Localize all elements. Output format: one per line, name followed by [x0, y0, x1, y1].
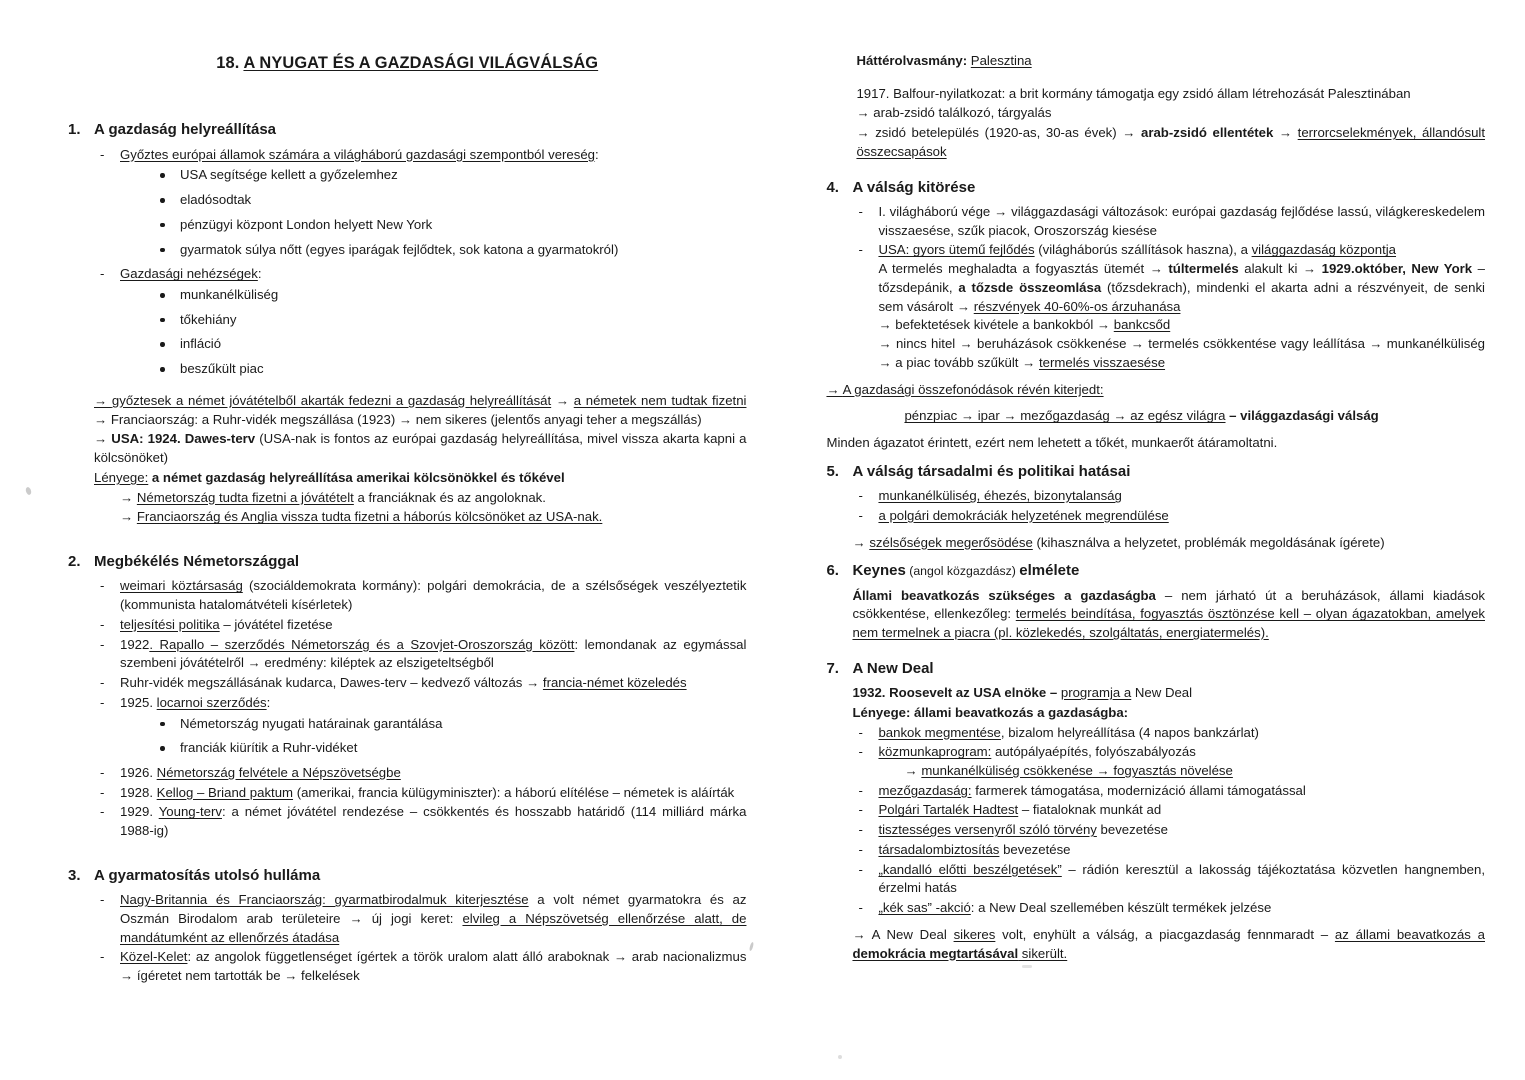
background-reading-heading — [826, 52, 1485, 71]
section4-closing: Minden ágazatot érintett, ezért nem lehetett a tőkét, munkaerőt átáramoltatni. — [826, 435, 1278, 451]
list-item: pénzügyi központ London helyett New York — [156, 216, 746, 235]
list-item: beszűkült piac — [156, 360, 746, 379]
keynes-note: (angol közgazdász) — [905, 564, 1020, 579]
detail-text: → nincs hitel → beruházások csökkenése → termelés csökkentése vagy leállítása → munkanélküliség → a piac tovább szűkült → — [878, 336, 1485, 370]
item-text: Gazdasági nehézségek — [120, 266, 258, 282]
item-term: francia-német közeledés — [542, 675, 687, 691]
closing-text-underlined: az állami beavatkozás a — [1334, 926, 1485, 942]
item-term: weimari köztársaság — [120, 578, 243, 594]
list-item — [94, 265, 746, 379]
production-decline-term: termelés visszaesése — [1038, 354, 1166, 370]
item-term: társadalombiztosítás — [878, 841, 1000, 857]
essence-text: a német gazdaság helyreállítása amerikai kölcsönökkel és tőkével — [148, 469, 565, 485]
item-text: munkanélküliség, éhezés, bizonytalanság — [878, 488, 1122, 504]
item-text: : lemondanak az egymással szembeni jóvátételről → eredmény: kiléptek az elszigeteltségből — [120, 636, 747, 671]
list-item: infláció — [156, 335, 746, 354]
list-item — [852, 841, 1485, 860]
section-title — [852, 560, 1079, 581]
title-number: 18. — [216, 54, 240, 72]
item-term: Kellog – Briand paktum — [156, 784, 294, 800]
left-column — [40, 52, 746, 987]
section1-arrow-4 — [68, 508, 746, 527]
detail-text: → befektetések kivétele a bankokból → — [878, 317, 1114, 333]
list-item — [852, 821, 1485, 840]
item-colon: : — [257, 266, 262, 282]
detail-text-2: alakult ki → — [1238, 261, 1322, 277]
roosevelt-line: 1932. Roosevelt az USA elnöke – — [852, 685, 1061, 701]
closing-text-underlined-2: sikerült. — [1018, 945, 1068, 961]
section7-list — [826, 724, 1485, 918]
item-term: Közel-Kelet — [120, 949, 188, 965]
item-text: – jóvátétel fizetése — [219, 616, 333, 632]
closing-text-2: volt, enyhült a válság, a piacgazdaság fennmaradt – — [995, 926, 1335, 942]
list-item — [94, 803, 746, 840]
list-item — [94, 577, 746, 614]
item-text: : az angolok függetlenséget ígértek a török uralom alatt álló araboknak → arab nacionalizmus → ígéretet nem tartották be → felkelések — [120, 949, 747, 984]
section3-list — [68, 891, 746, 986]
item-term-2: világgazdaság központja — [1251, 242, 1397, 258]
list-item: - I. világháború vége → világgazdasági változások: európai gazdaság fejlődése lassú, világkereskedelem visszaesése, szűk piacok, Oroszország kiesése — [852, 203, 1485, 240]
scan-artifact — [25, 486, 32, 495]
item-colon: : — [595, 146, 599, 162]
section-title: A válság kitörése — [852, 178, 976, 196]
program-term: programja a — [1060, 685, 1132, 701]
arrow-text-rest: a franciáknak és az angoloknak. — [353, 489, 546, 505]
title-text: A NYUGAT ÉS A GAZDASÁGI VILÁGVÁLSÁG — [243, 54, 599, 72]
item-text: : a német jóvátétel rendezése – csökkentés és hosszabb határidő (114 milliárd márka 1988-ig) — [120, 804, 747, 839]
list-item — [94, 784, 746, 803]
arrow-glyph: → — [94, 392, 112, 408]
line-text: → zsidó betelepülés (1920-as, 30-as évek) → — [856, 125, 1141, 141]
balfour-line-1: 1917. Balfour-nyilatkozat: a brit kormány támogatja egy zsidó állam létrehozását Palesztinában — [856, 85, 1411, 101]
list-item — [852, 743, 1485, 780]
section2-list — [68, 577, 746, 841]
keynes-theory-word: elmélete — [1019, 562, 1080, 580]
section-title: A válság társadalmi és politikai hatásai — [852, 462, 1131, 480]
list-item — [852, 724, 1485, 743]
item-term: „kék sas” -akció — [878, 900, 971, 916]
section-heading-5 — [826, 461, 1485, 482]
item-term: Nagy-Britannia és Franciaország: gyarmatbirodalmuk kiterjesztése — [120, 892, 529, 908]
scan-artifact — [749, 942, 754, 951]
dawes-plan-detail: (USA-nak is fontos az európai gazdaság helyreállítása, mivel vissza akarta kapni a kölcsönöket) — [94, 431, 747, 466]
state-intervention-term: Állami beavatkozás szükséges a gazdaságba — [852, 587, 1156, 603]
section-title: A gyarmatosítás utolsó hulláma — [94, 866, 321, 884]
section-number: 3. — [68, 866, 81, 884]
closing-text: → A New Deal — [852, 926, 954, 942]
arrow-text-underlined: győztesek a német jóvátételből akarták fedezni a gazdaság helyreállítását — [111, 392, 552, 408]
section-heading-4 — [826, 177, 1485, 198]
section-number: 7. — [826, 659, 839, 677]
page-title — [68, 52, 746, 75]
balfour-line-2: → arab-zsidó találkozó, tárgyalás — [856, 105, 1052, 121]
item-text: (szociáldemokrata kormány): polgári demokrácia, de a szélsőségek veszélyeztetik (kommunista hatalomátvételi kísérletek) — [120, 578, 747, 613]
list-item: gyarmatok súlya nőtt (egyes iparágak fejlődtek, sok katona a gyarmatokról) — [156, 241, 746, 260]
section1-sublist-1 — [120, 166, 746, 259]
dawes-plan-label: USA: 1924. Dawes-terv — [111, 431, 256, 447]
democracy-term: demokrácia megtartásával — [852, 945, 1019, 961]
list-item — [852, 487, 1485, 506]
item-year: 1928. — [120, 784, 157, 800]
section4-credit-line — [878, 335, 1485, 372]
section7-closing — [826, 926, 1485, 963]
item-year: 1925. — [120, 694, 157, 710]
list-item — [94, 636, 746, 673]
list-item — [94, 694, 746, 758]
section1-list — [68, 146, 746, 379]
body-text-underlined: termelés beindítása, fogyasztás ösztönzése kell – olyan ágazatokban, amelyek nem termelnek a piacra (pl. közlekedés, szolgáltatás, energiatermelés). — [852, 606, 1485, 641]
section4-arrow-1 — [826, 381, 1485, 400]
item-term: . Rapallo – szerződés Németország és a Szovjet-Oroszország között — [149, 636, 575, 652]
item-text: – rádión keresztül a lakosság tájékoztatása közvetlen hangnemben, érzelmi hatás — [878, 861, 1485, 896]
section6-body — [826, 587, 1485, 643]
section1-sublist-2 — [120, 286, 746, 379]
section-title: A gazdaság helyreállítása — [94, 121, 277, 139]
detail-text-3: – tőzsdepánik, — [878, 261, 1485, 295]
section1-arrow-2 — [68, 430, 746, 467]
list-item — [94, 948, 746, 985]
item-year: 1929. — [120, 804, 159, 820]
item-term: USA: gyors ütemű fejlődés — [878, 242, 1035, 258]
crash-term: a tőzsde összeomlása — [958, 279, 1102, 295]
section-number: 6. — [826, 562, 839, 580]
arrow-separator: → — [1273, 125, 1298, 141]
section-heading-7 — [826, 658, 1485, 679]
section5-list — [826, 487, 1485, 525]
essence-line: Lényege: állami beavatkozás a gazdaságba: — [852, 704, 1129, 720]
list-item — [94, 146, 746, 260]
section-number: 4. — [826, 178, 839, 196]
arrow-text-rest: → Franciaország: a Ruhr-vidék megszállása (1923) → nem sikeres (jelentős anyagi teher a megszállás) — [94, 411, 702, 427]
list-item — [94, 674, 746, 693]
list-item — [94, 891, 746, 947]
item-term: „kandalló előtti beszélgetések” — [878, 861, 1062, 877]
section7-line-2 — [826, 704, 1485, 723]
list-item — [852, 861, 1485, 898]
item-term: locarnoi szerződés — [156, 694, 267, 710]
item-term: közmunkaprogram: — [878, 744, 992, 760]
arrow-glyph: → — [904, 763, 922, 779]
success-term: sikeres — [953, 926, 996, 942]
list-item — [852, 801, 1485, 820]
section7-line-1 — [826, 684, 1485, 703]
body-text: – nem járható út a beruházások, állami kiadások csökkentése, ellenkezőleg: — [852, 587, 1486, 622]
section7-item2-sub — [878, 762, 1485, 781]
item-text: a volt német gyarmatokra és az Oszmán Birodalom arab területeire → új jogi keret: — [120, 892, 747, 926]
list-item: munkanélküliség — [156, 286, 746, 305]
item-term-2: elvileg a Népszövetség ellenőrzése alatt, de mandátumként az ellenőrzés átadása — [120, 910, 747, 945]
item-text: bevezetése — [1096, 822, 1168, 838]
crisis-label: – világgazdasági válság — [1225, 408, 1379, 424]
item-term: teljesítési politika — [120, 616, 220, 632]
list-item: USA segítsége kellett a győzelemhez — [156, 166, 746, 185]
section4-list — [826, 203, 1485, 373]
list-item — [852, 782, 1485, 801]
list-item: franciák kiürítik a Ruhr-vidéket — [156, 739, 746, 758]
arrow-glyph: → — [826, 381, 843, 397]
section4-chain — [826, 407, 1485, 426]
section1-arrow-3 — [68, 489, 746, 508]
list-item — [852, 241, 1485, 372]
arrow-text-underlined-2: a németek nem tudtak fizetni — [573, 392, 747, 408]
scan-artifact — [1022, 965, 1032, 968]
section-heading-6 — [826, 560, 1485, 581]
arrow-text-rest: (kihasználva a helyzetet, problémák megoldásának ígérete) — [1032, 534, 1385, 550]
overproduction-term: túltermelés — [1168, 261, 1239, 277]
item-colon: : — [266, 694, 271, 710]
section1-essence — [68, 469, 746, 488]
item-text: a polgári demokráciák helyzetének megrendülése — [878, 507, 1169, 523]
scan-artifact — [838, 1055, 842, 1059]
essence-label: Lényege: — [94, 469, 149, 485]
conflict-term: arab-zsidó ellentétek — [1140, 125, 1274, 141]
section-heading-1 — [68, 119, 746, 140]
arrow-glyph: → — [120, 509, 137, 525]
arrow-text-underlined: Franciaország és Anglia vissza tudta fizetni a háborús kölcsönöket az USA-nak. — [136, 509, 603, 525]
list-item: tőkehiány — [156, 311, 746, 330]
item-text: (amerikai, francia külügyminiszter): a háború elítélése – németek is aláírták — [293, 784, 735, 800]
list-item — [852, 507, 1485, 526]
item-text: bevezetése — [999, 841, 1071, 857]
section-number: 5. — [826, 462, 839, 480]
share-drop-term: részvények 40-60%-os árzuhanása — [973, 298, 1181, 314]
section-number: 2. — [68, 553, 81, 571]
item-year: 1922 — [120, 636, 150, 652]
right-column — [816, 52, 1485, 964]
list-item: Németország nyugati határainak garantálása — [156, 715, 746, 734]
item-text: , bizalom helyreállítása (4 napos bankzárlat) — [1000, 724, 1259, 740]
section5-arrow — [826, 534, 1485, 553]
arrow-text-underlined: munkanélküliség csökkenése → fogyasztás növelése — [921, 763, 1233, 779]
item-text: Győztes európai államok számára a világháború gazdasági szempontból vereség — [120, 146, 596, 162]
arrow-separator: → — [551, 392, 574, 408]
item-text: farmerek támogatása, modernizáció állami támogatással — [971, 782, 1306, 798]
section4-bank-line — [878, 316, 1485, 335]
item-year: 1926. — [120, 764, 157, 780]
arrow-text-underlined: A gazdasági összefonódások révén kiterjedt: — [842, 381, 1104, 397]
item-term: mezőgazdaság: — [878, 782, 972, 798]
item-text: – fiataloknak munkát ad — [1018, 802, 1162, 818]
item-term: Németország felvétele a Népszövetségbe — [156, 764, 401, 780]
bankruptcy-term: bankcsőd — [1113, 317, 1171, 333]
arrow-text-underlined: szélsőségek megerősödése — [869, 534, 1033, 550]
item-text: autópályaépítés, folyószabályozás — [991, 744, 1196, 760]
arrow-glyph: → — [120, 489, 137, 505]
list-item — [852, 899, 1485, 918]
balfour-line-3 — [826, 124, 1485, 161]
section4-usa-detail — [878, 260, 1485, 316]
keynes-name: Keynes — [852, 562, 906, 580]
item-text: (világháborús szállítások haszna), a — [1034, 242, 1252, 258]
item-text: Ruhr-vidék megszállásának kudarca, Dawes-terv – kedvező változás → — [120, 675, 543, 691]
item-term: bankok megmentése — [878, 724, 1001, 740]
section-number: 1. — [68, 121, 81, 139]
section1-arrow-1 — [68, 392, 746, 429]
section-title: Megbékélés Németországgal — [94, 553, 300, 571]
arrow-glyph: → — [852, 534, 870, 550]
section-heading-3 — [68, 865, 746, 886]
crisis-chain: pénzpiac → ipar → mezőgazdaság → az egész világra — [904, 408, 1226, 424]
detail-text-4: (tőzsdekrach), mindenki el akarta adni a részvényeit, de senki sem vásárolt → — [878, 279, 1485, 314]
background-reading-topic: Palesztina — [970, 53, 1032, 68]
arrow-glyph: → — [94, 431, 112, 447]
item-term: Young-terv — [158, 804, 222, 820]
list-item — [94, 616, 746, 635]
arrow-text-underlined: Németország tudta fizetni a jóvátételt — [136, 489, 354, 505]
item-term: tisztességes versenyről szóló törvény — [878, 822, 1097, 838]
list-item: eladósodtak — [156, 191, 746, 210]
line-text-underlined: terrorcselekmények, állandósult összecsapások — [856, 125, 1486, 159]
section-heading-2 — [68, 551, 746, 572]
detail-text: A termelés meghaladta a fogyasztás ütemét → — [878, 261, 1169, 277]
background-reading-label: Háttérolvasmány: — [856, 53, 968, 68]
section-title: A New Deal — [852, 659, 934, 677]
new-deal-name: New Deal — [1131, 685, 1193, 701]
crash-date: 1929.október, New York — [1321, 261, 1473, 277]
section2-sublist — [120, 715, 746, 758]
item-term: Polgári Tartalék Hadtest — [878, 802, 1019, 818]
list-item — [94, 764, 746, 783]
item-text: : a New Deal szellemében készült termékek jelzése — [970, 900, 1272, 916]
